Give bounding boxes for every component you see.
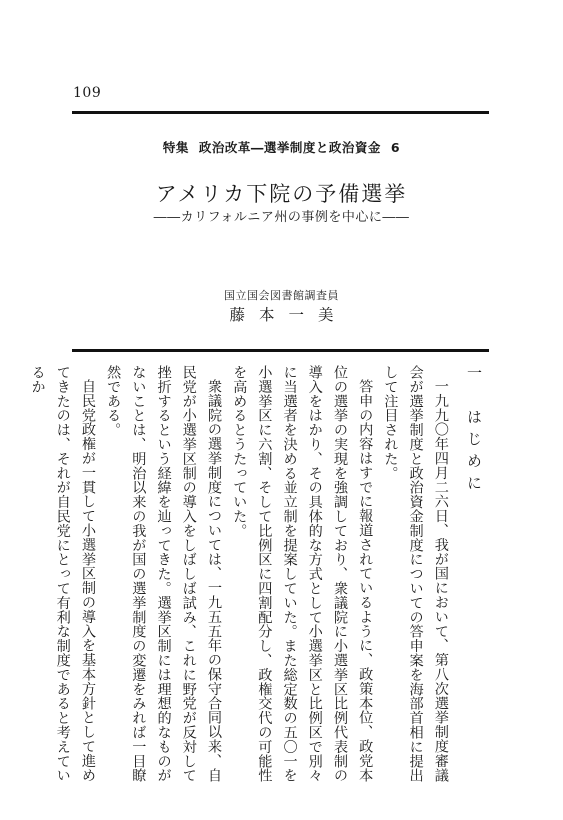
top-rule [72,111,489,114]
body-text [29,365,486,785]
paragraph: 一九九〇年四月二六日、我が国において、第八次選挙制度審議会が選挙制度と政治資金制度についての答申案を海部首相に提出して注目された。 [382,365,449,783]
page-number: 109 [73,85,102,101]
paragraph: 衆議院の選挙制度については、一九五五年の保守合同以来、自民党が小選挙区制の導入をしばしば試み、これに野党が反対して挫折するという経緯を辿ってきた。選挙区制には理想的なものがないことは、明治以来の我が国の選挙制度の変遷をみれば一目瞭然である。 [105,365,222,783]
series-header [0,138,563,156]
paragraph: 自民党政権が一貫して小選挙区制の導入を基本方針として進めてきたのは、それが自民党にとって有利な制度であると考えているか [29,365,96,783]
series-number: 6 [390,140,401,155]
paragraph: 答申の内容はすでに報道されているように、政策本位、政党本位の選挙の実現を強調しており、衆議院に小選挙区比例代表制の導入をはかり、その具体的な方式として小選挙区と比例区で別々に当選者を決める並立制を提案していた。また総定数の五〇一を小選挙区に六割、そして比例区に四割配分し、政権交代の可能性を高めるとうたっていた。 [231,365,374,783]
series-title: 政治改革―選挙制度と政治資金 [198,140,381,155]
series-label: 特集 [162,140,189,155]
section-heading: 一 はじめに [465,365,483,497]
section-rule [72,349,489,352]
author-name: 藤本一美 [229,306,348,324]
article-title: アメリカ下院の予備選挙 [155,182,408,206]
author-affiliation: 国立国会図書館調査員 [224,289,339,302]
article-subtitle: ――カリフォルニア州の事例を中心に―― [153,210,410,225]
